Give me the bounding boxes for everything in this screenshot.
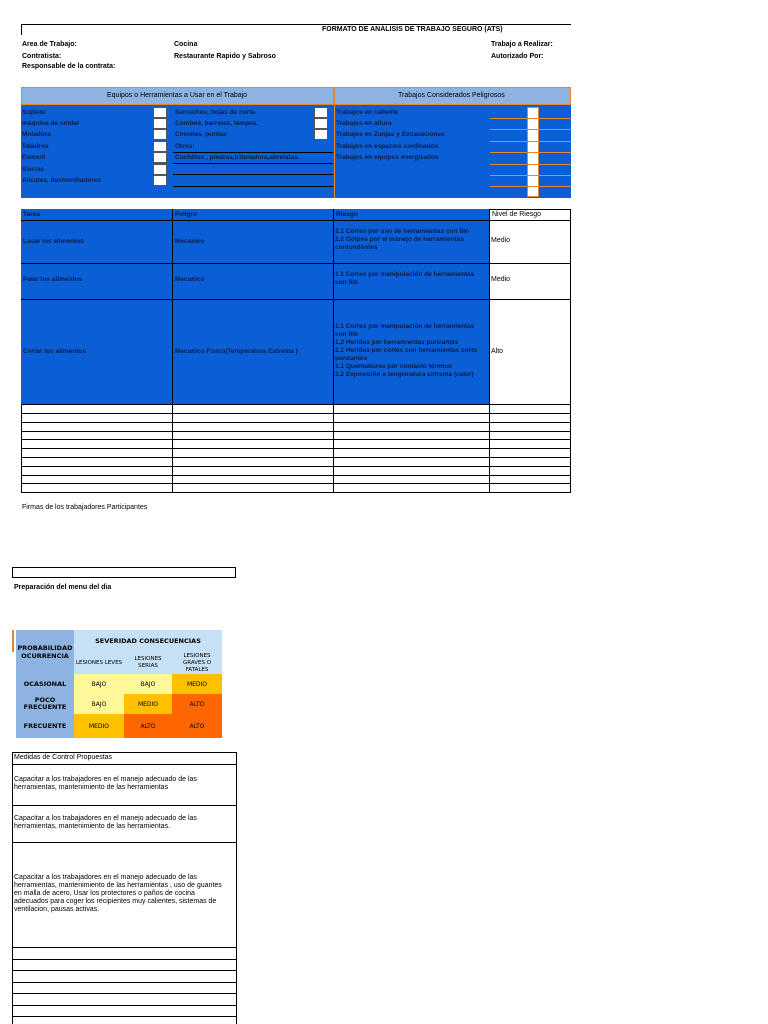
peligroso-altura: Trabajos en altura xyxy=(336,120,392,127)
medidas-line-h xyxy=(12,764,237,765)
otros-line-1 xyxy=(173,152,333,153)
check-esmeril[interactable] xyxy=(153,152,167,163)
row2-riesgo-1: 1.1 Cortes por manipulación de herramientas xyxy=(335,271,475,278)
empty-cell-4-1[interactable] xyxy=(173,440,334,449)
matrix-col-leves: LESIONES LEVES xyxy=(74,652,124,674)
matrix-sev-label: SEVERIDAD CONSECUENCIAS xyxy=(74,630,222,652)
equipo-soldar: máquina de soldar xyxy=(22,120,80,127)
empty-cell-5-0[interactable] xyxy=(21,449,173,458)
empty-cell-4-3[interactable] xyxy=(490,440,571,449)
empty-cell-8-1[interactable] xyxy=(173,475,334,484)
row3-nivel: Alto xyxy=(491,348,504,355)
medida-3-line-5: ventilacion, pausas activas. xyxy=(14,906,100,913)
check-soplete[interactable] xyxy=(153,107,167,118)
empty-cell-8-3[interactable] xyxy=(490,475,571,484)
empty-cell-2-3[interactable] xyxy=(490,423,571,432)
medidas-line-1 xyxy=(12,805,237,806)
equipo-moladora: Moladora xyxy=(22,131,51,138)
equipo-serruchos: Serruchos, hojas de corte. xyxy=(175,109,257,116)
row3-riesgo-7: 3.2 Exposición a temperatura extrema (calor) xyxy=(335,371,474,378)
check-taladros[interactable] xyxy=(153,141,167,152)
empty-cell-0-3[interactable] xyxy=(490,405,571,414)
empty-cell-7-3[interactable] xyxy=(490,467,571,476)
empty-cell-1-2[interactable] xyxy=(334,414,490,423)
check-cinceles[interactable] xyxy=(314,129,328,140)
row3-riesgo-2: con filo xyxy=(335,331,359,338)
row2-tarea: Pelar los alimentos xyxy=(23,276,83,283)
empty-cell-9-0[interactable] xyxy=(21,484,173,493)
otros-line-4 xyxy=(173,186,333,187)
matrix-cell-2-0: MEDIO xyxy=(74,714,124,738)
peligroso-energizados: Trabajos en equipos energizados xyxy=(336,154,439,161)
area-label: Area de Trabajo: xyxy=(22,41,77,48)
medida-2-line-2: herramientas, mantenimiento de las herramientas. xyxy=(14,823,171,830)
empty-cell-5-1[interactable] xyxy=(173,449,334,458)
peligroso-confinados: Trabajos en espacios confinados xyxy=(336,143,439,150)
th-peligro-cell xyxy=(173,209,334,221)
medidas-line-2 xyxy=(12,842,237,843)
check-serruchos[interactable] xyxy=(314,107,328,118)
document-title: FORMATO DE ANÁLISIS DE TRABAJO SEGURO (ATS) xyxy=(322,26,503,33)
row1-tarea: Lavar los alimentos xyxy=(23,238,84,245)
preparacion-label: Preparación del menu del dia xyxy=(14,584,112,591)
empty-cell-9-3[interactable] xyxy=(490,484,571,493)
empty-cell-6-0[interactable] xyxy=(21,458,173,467)
equipo-soplete: Soplete xyxy=(22,109,46,116)
matrix-cell-1-2: ALTO xyxy=(172,694,222,714)
peligroso-line-1 xyxy=(490,118,571,119)
th-riesgo: Riesgo xyxy=(336,211,358,218)
empty-cell-1-3[interactable] xyxy=(490,414,571,423)
check-alicates[interactable] xyxy=(153,175,167,186)
empty-cell-4-0[interactable] xyxy=(21,440,173,449)
row1-peligro: Mecanico xyxy=(175,238,205,245)
matrix-col-serias: LESIONES SERIAS xyxy=(124,652,172,674)
empty-cell-5-2[interactable] xyxy=(334,449,490,458)
empty-cell-5-3[interactable] xyxy=(490,449,571,458)
equipo-otros: Otros: xyxy=(175,143,195,150)
empty-cell-0-0[interactable] xyxy=(21,405,173,414)
empty-cell-1-1[interactable] xyxy=(173,414,334,423)
empty-cell-9-1[interactable] xyxy=(173,484,334,493)
empty-cell-8-2[interactable] xyxy=(334,475,490,484)
peligroso-line-3 xyxy=(490,141,571,142)
equipo-alicates: Alicates, destornilladores xyxy=(22,177,102,184)
medidas-header: Medidas de Control Propuestas xyxy=(14,754,113,761)
preparacion-box xyxy=(12,567,236,578)
empty-cell-4-2[interactable] xyxy=(334,440,490,449)
medida-3-line-1: Capacitar a los trabajadores en el manejo adecuado de las xyxy=(14,874,197,881)
row3-riesgo-4: 2.1 Heridas por cortes con herramientas corto xyxy=(335,347,478,354)
otros-line-2 xyxy=(173,163,333,164)
medida-1-line-1: Capacitar a los trabajadores en el manejo adecuado de las xyxy=(14,776,197,783)
contratista-label: Contratista: xyxy=(22,53,62,60)
empty-cell-7-2[interactable] xyxy=(334,467,490,476)
matrix-prob-label: PROBABILIDAD OCURRENCIA xyxy=(16,630,74,674)
matrix-marker xyxy=(12,630,14,652)
check-moladora[interactable] xyxy=(153,129,167,140)
row3-tarea: Cortar los alimentos xyxy=(23,348,86,355)
row3-peligro: Mecanico Fisico(Temperatura Extrema ) xyxy=(175,348,298,355)
medida-3-line-4: adecuados para coger los recipientes muy calientes, sistemas de xyxy=(14,898,217,905)
row2-nivel: Medio xyxy=(491,276,511,283)
peligroso-zanjas: Trabajos en Zanjas y Excavaciones xyxy=(336,131,445,138)
empty-cell-9-2[interactable] xyxy=(334,484,490,493)
equipo-cuchillos: Cuchillos , piedras,trituradora,abrelatas. xyxy=(175,154,300,161)
medidas-empty-line-2 xyxy=(12,970,237,971)
medida-3-line-3: en malla de acero, Usar los protectores o paños de cocina xyxy=(14,890,195,897)
peligroso-line-7 xyxy=(490,186,571,187)
area-value: Cocina xyxy=(174,41,198,48)
empty-cell-3-3[interactable] xyxy=(490,431,571,440)
equipo-combos: Combos, barretas, lampas. xyxy=(175,120,259,127)
matrix-cell-1-1: MEDIO xyxy=(124,694,172,714)
section-divider xyxy=(334,105,335,198)
th-nivel: Nivel de Riesgo xyxy=(492,211,542,218)
empty-cell-0-1[interactable] xyxy=(173,405,334,414)
peligroso-line-6 xyxy=(490,175,571,176)
row3-riesgo-1: 1.1 Cortes por manipulación de herramientas xyxy=(335,323,475,330)
empty-cell-8-0[interactable] xyxy=(21,475,173,484)
medidas-empty-line-3 xyxy=(12,982,237,983)
peligrosos-header: Trabajos Considerados Peligrosos xyxy=(398,92,505,99)
check-combos[interactable] xyxy=(314,118,328,129)
peligroso-line-2 xyxy=(490,129,571,130)
empty-cell-7-0[interactable] xyxy=(21,467,173,476)
medida-3-line-2: herramientas, mantenimiento de las herramientas , uso de guantes xyxy=(14,882,222,889)
row2-peligro: Mecanico xyxy=(175,276,205,283)
matrix-row-poco-frecuente: POCO FRECUENTE xyxy=(16,694,74,714)
matrix-row-frecuente: FRECUENTE xyxy=(16,714,74,738)
medidas-empty-line-0 xyxy=(12,947,237,948)
otros-line-3 xyxy=(173,174,333,175)
medida-2-line-1: Capacitar a los trabajadores en el manejo adecuado de las xyxy=(14,815,197,822)
matrix-cell-0-1: BAJO xyxy=(124,674,172,694)
equipo-esmeril: Esmeril xyxy=(22,154,46,161)
row3-riesgo-3: 1,2 Heridas por herramientas punzantes xyxy=(335,339,459,346)
th-tarea-cell xyxy=(21,209,173,221)
row3-riesgo-5: punzantes xyxy=(335,355,368,362)
peligroso-line-4 xyxy=(490,152,571,153)
matrix-row-ocasional: OCASIONAL xyxy=(16,674,74,694)
empty-cell-6-1[interactable] xyxy=(173,458,334,467)
responsable-label: Responsable de la contrata: xyxy=(22,63,116,70)
empty-cell-3-1[interactable] xyxy=(173,431,334,440)
equipo-cinceles: Cinceles, puntas xyxy=(175,131,227,138)
row1-nivel: Medio xyxy=(491,237,511,244)
empty-cell-3-0[interactable] xyxy=(21,431,173,440)
matrix-cell-1-0: BAJO xyxy=(74,694,124,714)
check-sierras[interactable] xyxy=(153,164,167,175)
th-tarea: Tarea xyxy=(23,211,40,218)
empty-cell-7-1[interactable] xyxy=(173,467,334,476)
medidas-empty-line-5 xyxy=(12,1005,237,1006)
medidas-empty-line-1 xyxy=(12,959,237,960)
empty-cell-1-0[interactable] xyxy=(21,414,173,423)
contratista-value: Restaurante Rapido y Sabroso xyxy=(174,53,276,60)
equipo-taladros: Taladros xyxy=(22,143,49,150)
medidas-empty-line-4 xyxy=(12,993,237,994)
matrix-cell-0-2: MEDIO xyxy=(172,674,222,694)
trabajo-label: Trabajo a Realizar: xyxy=(491,41,553,48)
check-soldar[interactable] xyxy=(153,118,167,129)
matrix-cell-2-2: ALTO xyxy=(172,714,222,738)
firmas-label: Firmas de los trabajadores Participantes xyxy=(22,504,148,511)
empty-cell-2-0[interactable] xyxy=(21,423,173,432)
medidas-empty-line-6 xyxy=(12,1016,237,1017)
matrix-col-graves: LESIONES GRAVES O FATALES xyxy=(172,652,222,674)
row1-riesgo-1: 2.1 Cortes por uso de herramientas con filo xyxy=(335,228,470,235)
row2-riesgo-2: con filo xyxy=(335,279,359,286)
medida-1-line-2: herramientas, mantenimiento de las herramientas xyxy=(14,784,169,791)
row1-riesgo-2: 2.2 Golpes por el manejo de herramientas xyxy=(335,236,464,243)
equipos-header: Equipos o Herramientas a Usar en el Trabajo xyxy=(107,92,248,99)
autorizado-label: Autorizado Por: xyxy=(491,53,544,60)
equipo-sierras: Sierras xyxy=(22,166,45,173)
matrix-cell-0-0: BAJO xyxy=(74,674,124,694)
empty-cell-6-3[interactable] xyxy=(490,458,571,467)
empty-cell-0-2[interactable] xyxy=(334,405,490,414)
empty-cell-6-2[interactable] xyxy=(334,458,490,467)
row3-riesgo-6: 3.1 Quemaduras por contacto térmico xyxy=(335,363,453,370)
empty-cell-3-2[interactable] xyxy=(334,431,490,440)
row1-riesgo-3: contundentes xyxy=(335,244,378,251)
peligroso-line-5 xyxy=(490,164,571,165)
empty-cell-2-2[interactable] xyxy=(334,423,490,432)
empty-cell-2-1[interactable] xyxy=(173,423,334,432)
th-peligro: Peligro xyxy=(175,211,198,218)
matrix-cell-2-1: ALTO xyxy=(124,714,172,738)
peligroso-caliente: Trabajos en caliente xyxy=(336,109,399,116)
